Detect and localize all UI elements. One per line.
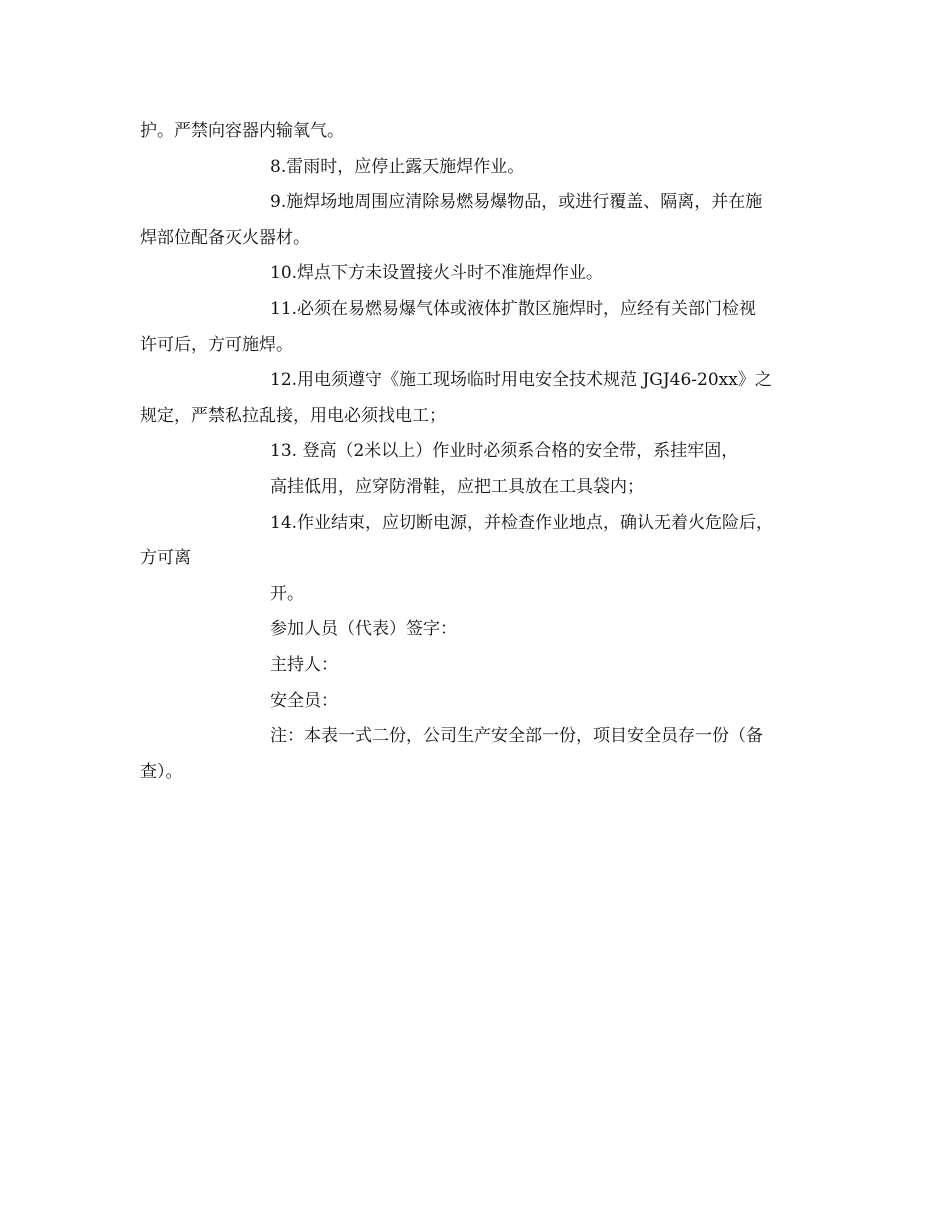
paragraph-line: 12.用电须遵守《施工现场临时用电安全技术规范 JGJ46-20xx》之	[270, 370, 772, 391]
host-label: 主持人：	[270, 654, 338, 675]
paragraph-line: 护。严禁向容器内输氧气。	[140, 121, 344, 141]
paragraph-line: 8.雷雨时，应停止露天施焊作业。	[270, 156, 525, 177]
paragraph-line: 11.必须在易燃易爆气体或液体扩散区施焊时，应经有关部门检视	[270, 298, 757, 319]
safety-officer-label: 安全员：	[270, 690, 338, 711]
note-line: 注：本表一式二份，公司生产安全部一份，项目安全员存一份（备	[270, 726, 763, 747]
paragraph-line: 开。	[270, 583, 304, 604]
paragraph-line: 许可后，方可施焊。	[140, 334, 293, 355]
paragraph-line: 焊部位配备灭火器材。	[140, 227, 310, 248]
paragraph-line: 规定，严禁私拉乱接，用电必须找电工；	[140, 405, 446, 426]
paragraph-line: 13. 登高（2米以上）作业时必须系合格的安全带，系挂牢固，	[270, 441, 739, 462]
paragraph-line: 方可离	[140, 548, 191, 569]
paragraph-line: 10.焊点下方未设置接火斗时不准施焊作业。	[270, 263, 604, 284]
document-body	[140, 114, 825, 790]
signature-label: 参加人员（代表）签字：	[270, 619, 457, 640]
note-line: 查）。	[140, 761, 183, 782]
paragraph-line: 9.施焊场地周围应清除易燃易爆物品，或进行覆盖、隔离，并在施	[270, 192, 763, 213]
paragraph-line: 高挂低用，应穿防滑鞋，应把工具放在工具袋内；	[270, 476, 644, 497]
paragraph-line: 14.作业结束，应切断电源，并检查作业地点，确认无着火危险后，	[270, 512, 774, 533]
